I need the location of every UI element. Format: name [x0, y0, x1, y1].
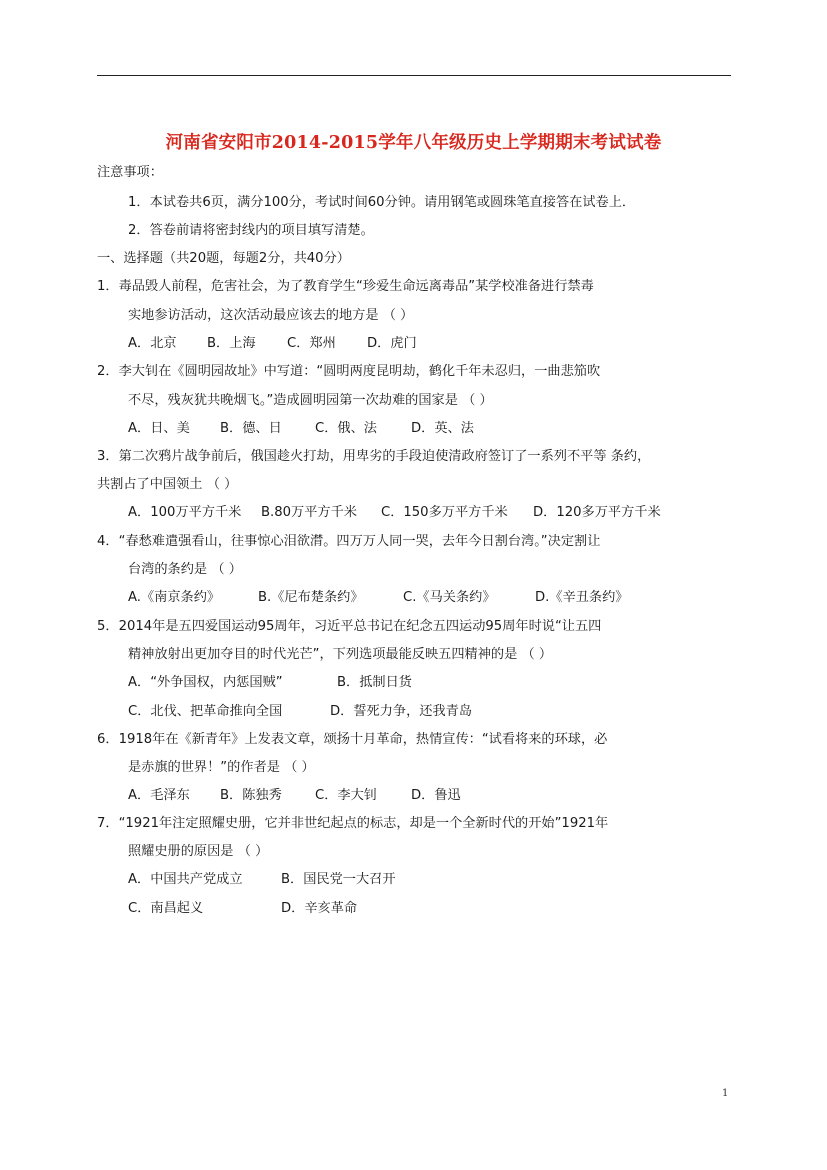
q2-option-b: B．德、日 [220, 421, 282, 436]
q1-option-b: B．上海 [207, 336, 256, 351]
q5-stem-line2: 精神放射出更加夺目的时代光芒”，下列选项最能反映五四精神的是 （ ） [128, 647, 553, 662]
q2-option-a: A．日、美 [128, 421, 190, 436]
q7-option-a: A．中国共产党成立 [128, 872, 243, 887]
q5-stem-line1: 5．2014年是五四爱国运动95周年，习近平总书记在纪念五四运动95周年时说“让五四 [97, 619, 602, 634]
q6-option-a: A．毛泽东 [128, 788, 190, 803]
q7-option-c: C．南昌起义 [128, 901, 204, 916]
q1-option-d: D．虎门 [367, 336, 417, 351]
note-1: 1．本试卷共6页，满分100分，考试时间60分钟。请用钢笔或圆珠笔直接答在试卷上． [128, 195, 636, 210]
q3-stem-line1: 3．第二次鸦片战争前后，俄国趁火打劫，用卑劣的手段迫使清政府签订了一系列不平等 条约， [97, 449, 651, 464]
q3-option-b: B.80万平方千米 [261, 505, 357, 520]
q1-option-c: C．郑州 [287, 336, 336, 351]
q3-option-d: D．120多万平方千米 [533, 505, 661, 520]
q2-stem-line2: 不尽，残灰犹共晚烟飞。”造成圆明园第一次劫难的国家是 （ ） [128, 393, 493, 408]
q2-option-d: D．英、法 [411, 421, 474, 436]
q4-stem-line1: 4．“春愁难遣强看山，往事惊心泪欲潸。四万万人同一哭，去年今日割台湾。”决定割让 [97, 534, 601, 549]
q4-option-d: D.《辛丑条约》 [535, 590, 629, 605]
q3-stem-line2: 共割占了中国领土 （ ） [97, 477, 238, 492]
q6-stem-line2: 是赤旗的世界！”的作者是 （ ） [128, 760, 315, 775]
q3-option-c: C．150多万平方千米 [381, 505, 508, 520]
q6-option-b: B．陈独秀 [220, 788, 282, 803]
q4-option-c: C.《马关条约》 [403, 590, 496, 605]
q7-option-b: B．国民党一大召开 [281, 872, 396, 887]
exam-title: 河南省安阳市2014-2015学年八年级历史上学期期末考试试卷 [165, 133, 662, 153]
page-number: 1 [722, 1088, 729, 1099]
notes-heading: 注意事项： [97, 165, 163, 180]
q5-option-a: A．“外争国权，内惩国贼” [128, 675, 283, 690]
q7-stem-line2: 照耀史册的原因是 （ ） [128, 844, 269, 859]
q1-option-a: A．北京 [128, 336, 177, 351]
q2-stem-line1: 2．李大钊在《圆明园故址》中写道：“圆明两度昆明劫，鹤化千年未忍归，一曲悲笳吹 [97, 364, 601, 379]
note-2: 2．答卷前请将密封线内的项目填写清楚。 [128, 223, 374, 238]
q5-option-b: B．抵制日货 [337, 675, 412, 690]
q4-stem-line2: 台湾的条约是 （ ） [128, 562, 242, 577]
header-rule [97, 75, 731, 76]
q3-option-a: A．100万平方千米 [128, 505, 242, 520]
q7-option-d: D．辛亥革命 [281, 901, 358, 916]
section-heading: 一、选择题（共20题，每题2分，共40分） [97, 251, 350, 266]
q4-option-a: A.《南京条约》 [128, 590, 221, 605]
q1-stem-line1: 1．毒品毁人前程，危害社会，为了教育学生“珍爱生命远离毒品”某学校准备进行禁毒 [97, 279, 594, 294]
q6-option-d: D．鲁迅 [411, 788, 461, 803]
q1-stem-line2: 实地参访活动，这次活动最应该去的地方是 （ ） [128, 308, 414, 323]
q6-stem-line1: 6．1918年在《新青年》上发表文章，颂扬十月革命，热情宣传：“试看将来的环球，必 [97, 732, 608, 747]
q6-option-c: C．李大钊 [315, 788, 377, 803]
q7-stem-line1: 7．“1921年注定照耀史册，它并非世纪起点的标志，却是一个全新时代的开始”1921年 [97, 816, 609, 831]
q4-option-b: B.《尼布楚条约》 [258, 590, 364, 605]
q2-option-c: C．俄、法 [315, 421, 377, 436]
q5-option-c: C．北伐、把革命推向全国 [128, 704, 283, 719]
q5-option-d: D．誓死力争，还我青岛 [330, 704, 473, 719]
